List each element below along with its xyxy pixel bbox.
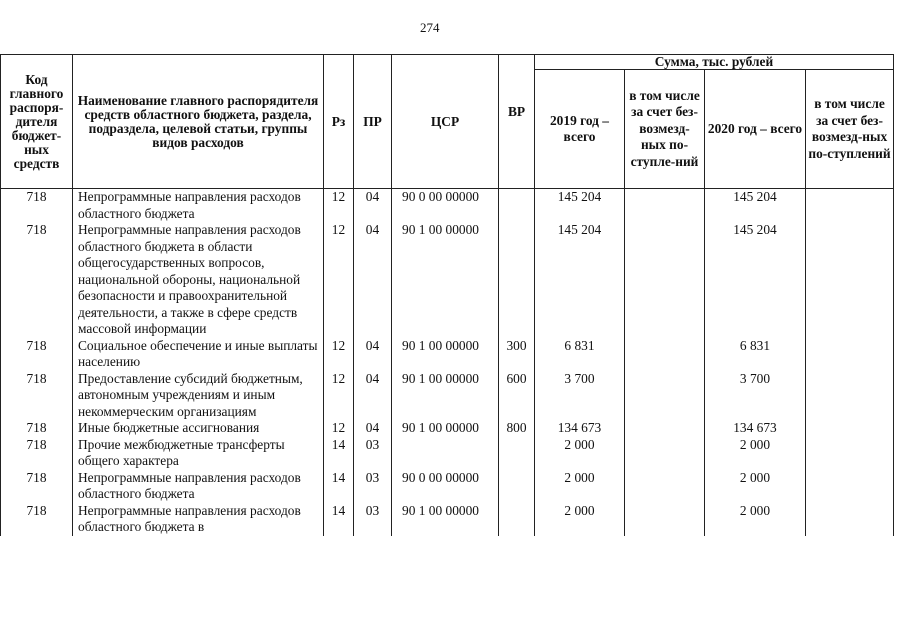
cell-pr: 04 [354, 222, 392, 338]
cell-name: Непрограммные направления расходов областного бюджета [73, 189, 324, 223]
cell-2020-incl [806, 222, 894, 338]
cell-2019-total: 2 000 [535, 470, 625, 503]
cell-2019-incl [625, 338, 705, 371]
header-2019-incl: в том числе за счет без-возмезд-ных по-ступле-ний [625, 70, 705, 189]
table-row [1, 437, 894, 470]
cell-kod: 718 [1, 189, 73, 223]
cell-csr: 90 1 00 00000 [392, 338, 499, 371]
cell-2019-incl [625, 470, 705, 503]
cell-pr: 04 [354, 420, 392, 437]
cell-2019-incl [625, 503, 705, 536]
table-body [1, 189, 894, 536]
cell-csr: 90 1 00 00000 [392, 420, 499, 437]
table-row [1, 371, 894, 421]
cell-2020-total: 2 000 [705, 470, 806, 503]
cell-kod: 718 [1, 437, 73, 470]
table-row [1, 222, 894, 338]
cell-rz: 12 [324, 338, 354, 371]
cell-2019-total: 3 700 [535, 371, 625, 421]
cell-pr: 03 [354, 503, 392, 536]
header-2020-incl: в том числе за счет без-возмезд-ных по-ступлений [806, 70, 894, 189]
cell-csr: 90 1 00 00000 [392, 222, 499, 338]
cell-vr [499, 189, 535, 223]
cell-2019-incl [625, 371, 705, 421]
cell-csr: 90 0 00 00000 [392, 189, 499, 223]
cell-csr: 90 0 00 00000 [392, 470, 499, 503]
cell-name: Предоставление субсидий бюджетным, автономным учреждениям и иным некоммерческим организациям [73, 371, 324, 421]
budget-table-container [0, 54, 905, 536]
cell-rz: 14 [324, 437, 354, 470]
cell-rz: 14 [324, 470, 354, 503]
cell-vr [499, 470, 535, 503]
cell-csr [392, 437, 499, 470]
cell-2020-incl [806, 338, 894, 371]
cell-2019-total: 2 000 [535, 437, 625, 470]
cell-2019-incl [625, 420, 705, 437]
header-2020-total: 2020 год – всего [705, 70, 806, 189]
cell-vr [499, 503, 535, 536]
table-row [1, 503, 894, 536]
cell-2019-incl [625, 222, 705, 338]
cell-rz: 12 [324, 189, 354, 223]
cell-2019-total: 134 673 [535, 420, 625, 437]
cell-2019-total: 145 204 [535, 222, 625, 338]
cell-name: Непрограммные направления расходов областного бюджета в [73, 503, 324, 536]
cell-vr: 300 [499, 338, 535, 371]
cell-pr: 04 [354, 189, 392, 223]
cell-2019-total: 6 831 [535, 338, 625, 371]
cell-pr: 04 [354, 338, 392, 371]
cell-2020-incl [806, 470, 894, 503]
cell-2019-incl [625, 437, 705, 470]
cell-2020-incl [806, 420, 894, 437]
cell-rz: 12 [324, 420, 354, 437]
cell-kod: 718 [1, 420, 73, 437]
cell-vr: 600 [499, 371, 535, 421]
cell-2020-incl [806, 189, 894, 223]
table-row [1, 420, 894, 437]
cell-2020-total: 134 673 [705, 420, 806, 437]
cell-2020-total: 145 204 [705, 189, 806, 223]
cell-2019-total: 2 000 [535, 503, 625, 536]
cell-name: Иные бюджетные ассигнования [73, 420, 324, 437]
header-kod: Код главного распоря- дителя бюджет- ных средств [1, 55, 73, 189]
cell-2020-total: 3 700 [705, 371, 806, 421]
cell-2020-total: 145 204 [705, 222, 806, 338]
cell-2020-total: 2 000 [705, 437, 806, 470]
cell-rz: 12 [324, 222, 354, 338]
cell-2020-total: 6 831 [705, 338, 806, 371]
table-header [1, 55, 894, 189]
cell-pr: 04 [354, 371, 392, 421]
cell-name: Непрограммные направления расходов областного бюджета [73, 470, 324, 503]
cell-2020-total: 2 000 [705, 503, 806, 536]
page-number: 274 [420, 20, 440, 35]
cell-rz: 12 [324, 371, 354, 421]
header-vr: ВР [499, 55, 535, 189]
cell-vr [499, 437, 535, 470]
header-sum-group: Сумма, тыс. рублей [535, 55, 894, 70]
cell-csr: 90 1 00 00000 [392, 503, 499, 536]
cell-2019-incl [625, 189, 705, 223]
cell-csr: 90 1 00 00000 [392, 371, 499, 421]
cell-vr: 800 [499, 420, 535, 437]
cell-rz: 14 [324, 503, 354, 536]
cell-name: Непрограммные направления расходов областного бюджета в области общегосударственных вопросов, национальной обороны, национальной безопасности и правоохранительной деятельности, а также в сфере средств массовой информации [73, 222, 324, 338]
cell-2019-total: 145 204 [535, 189, 625, 223]
header-pr: ПР [354, 55, 392, 189]
cell-kod: 718 [1, 371, 73, 421]
cell-pr: 03 [354, 437, 392, 470]
cell-kod: 718 [1, 470, 73, 503]
cell-kod: 718 [1, 338, 73, 371]
table-row [1, 338, 894, 371]
header-csr: ЦСР [392, 55, 499, 189]
table-row [1, 189, 894, 223]
cell-2020-incl [806, 437, 894, 470]
cell-pr: 03 [354, 470, 392, 503]
cell-2020-incl [806, 371, 894, 421]
cell-kod: 718 [1, 503, 73, 536]
cell-2020-incl [806, 503, 894, 536]
cell-name: Социальное обеспечение и иные выплаты населению [73, 338, 324, 371]
budget-table [0, 54, 894, 536]
header-name: Наименование главного распорядителя средств областного бюджета, раздела, подраздела, целевой статьи, группы видов расходов [73, 55, 324, 189]
cell-name: Прочие межбюджетные трансферты общего характера [73, 437, 324, 470]
cell-kod: 718 [1, 222, 73, 338]
cell-vr [499, 222, 535, 338]
header-2019-total: 2019 год – всего [535, 70, 625, 189]
table-row [1, 470, 894, 503]
header-rz: Рз [324, 55, 354, 189]
